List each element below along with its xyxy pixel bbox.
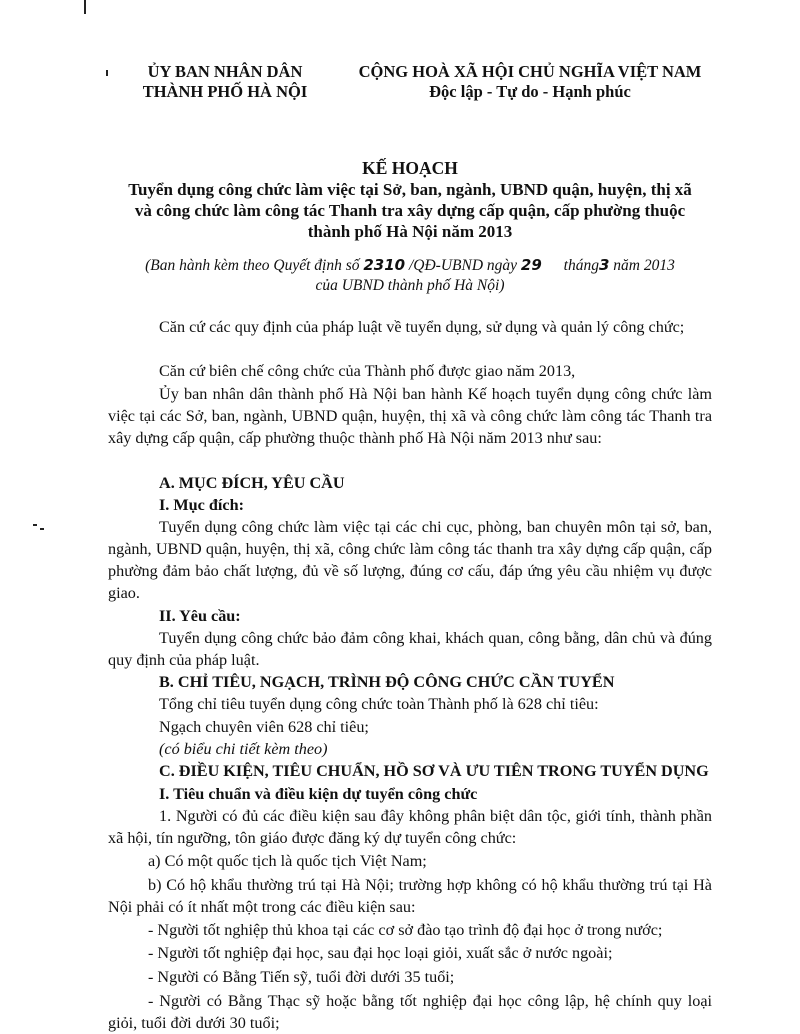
paragraph-purpose: Tuyển dụng công chức làm việc tại các chi cục, phòng, ban chuyên môn tại sở, ban, ngành, UBND quận, huyện, thị xã, công chức làm công tác thanh tra xây dựng cấp quận, cấp phường đảm bảo chất lượng, đủ về số lượng, đúng cơ cấu, đáp ứng yêu cầu nhiệm vụ được giao. — [108, 518, 712, 602]
paragraph-requirements: Tuyển dụng công chức bảo đảm công khai, khách quan, công bằng, dân chủ và đúng quy định của pháp luật. — [108, 629, 712, 669]
title-sub-1: Tuyển dụng công chức làm việc tại Sở, ban, ngành, UBND quận, huyện, thị xã — [128, 180, 692, 199]
decision-number: 2310 — [363, 256, 406, 274]
paragraph-condition-b: b) Có hộ khẩu thường trú tại Hà Nội; trường hợp không có hộ khẩu thường trú tại Hà Nội phải có ít nhất một trong các điều kiện sau: — [108, 876, 712, 916]
decision-line-2: của UBND thành phố Hà Nội) — [315, 277, 505, 294]
section-c-heading: C. ĐIỀU KIỆN, TIÊU CHUẨN, HỒ SƠ VÀ ƯU TIÊN TRONG TUYỂN DỤNG — [159, 762, 709, 780]
section-c1-heading: I. Tiêu chuẩn và điều kiện dự tuyển công chức — [159, 785, 478, 803]
decision-prefix: (Ban hành kèm theo Quyết định số — [145, 257, 360, 274]
decision-reference — [100, 255, 720, 296]
decision-line-1 — [100, 255, 720, 276]
paragraph-attachment-note: (có biểu chi tiết kèm theo) — [159, 740, 328, 758]
paragraph-eligibility: 1. Người có đủ các điều kiện sau đây không phân biệt dân tộc, giới tính, thành phần xã hội, tín ngưỡng, tôn giáo được đăng ký dự tuyển công chức: — [108, 807, 712, 847]
scan-mark — [40, 528, 44, 530]
issuer-line-2: THÀNH PHỐ HÀ NỘI — [142, 82, 308, 101]
list-item-foreign-graduate: - Người tốt nghiệp đại học, sau đại học loại giỏi, xuất sắc ở nước ngoài; — [148, 944, 613, 962]
title-main: KẾ HOẠCH — [362, 158, 458, 178]
title-sub-3: thành phố Hà Nội năm 2013 — [307, 222, 513, 241]
paragraph-legal-basis-1: Căn cứ các quy định của pháp luật về tuyển dụng, sử dụng và quản lý công chức; — [159, 318, 685, 336]
list-item-valedictorian: - Người tốt nghiệp thủ khoa tại các cơ sở đào tạo trình độ đại học ở trong nước; — [148, 921, 663, 939]
list-item-doctorate: - Người có Bằng Tiến sỹ, tuổi đời dưới 35 tuổi; — [148, 968, 455, 986]
scan-mark — [33, 524, 37, 526]
section-b-heading: B. CHỈ TIÊU, NGẠCH, TRÌNH ĐỘ CÔNG CHỨC CẦN TUYỂN — [159, 673, 615, 691]
motto: Độc lập - Tự do - Hạnh phúc — [429, 82, 631, 101]
paragraph-legal-basis-2: Căn cứ biên chế công chức của Thành phố được giao năm 2013, — [159, 362, 576, 380]
decision-month-label: tháng — [563, 257, 599, 274]
country-name: CỘNG HOÀ XÃ HỘI CHỦ NGHĨA VIỆT NAM — [358, 62, 702, 81]
paragraph-intro: Ủy ban nhân dân thành phố Hà Nội ban hành Kế hoạch tuyển dụng công chức làm việc tại các Sở, ban, ngành, UBND quận, huyện, thị xã và công chức làm công tác Thanh tra xây dựng cấp quận, cấp phường thuộc thành phố Hà Nội năm 2013 như sau: — [108, 385, 712, 447]
decision-year: năm 2013 — [613, 257, 675, 274]
decision-day: 29 — [520, 256, 542, 274]
decision-month: 3 — [598, 256, 610, 274]
paragraph-condition-a: a) Có một quốc tịch là quốc tịch Việt Nam; — [148, 852, 427, 870]
decision-mid: /QĐ-UBND ngày — [408, 257, 518, 274]
paragraph-total-quota: Tổng chỉ tiêu tuyển dụng công chức toàn Thành phố là 628 chỉ tiêu: — [159, 695, 599, 713]
document-title — [80, 158, 740, 242]
scan-mark — [84, 0, 86, 14]
section-a1-heading: I. Mục đích: — [159, 496, 244, 514]
title-sub-2: và công chức làm công tác Thanh tra xây dựng cấp quận, cấp phường thuộc — [134, 201, 686, 220]
list-item-masters: - Người có Bằng Thạc sỹ hoặc bằng tốt nghiệp đại học công lập, hệ chính quy loại giỏi, tuổi đời dưới 30 tuổi; — [108, 992, 712, 1032]
section-a2-heading: II. Yêu cầu: — [159, 607, 241, 625]
scan-mark — [106, 70, 108, 76]
issuer-line-1: ỦY BAN NHÂN DÂN — [147, 62, 303, 81]
issuer-block — [120, 62, 330, 102]
section-a-heading: A. MỤC ĐÍCH, YÊU CẦU — [159, 474, 345, 492]
national-motto-block — [340, 62, 720, 102]
paragraph-grade-quota: Ngạch chuyên viên 628 chỉ tiêu; — [159, 718, 369, 736]
